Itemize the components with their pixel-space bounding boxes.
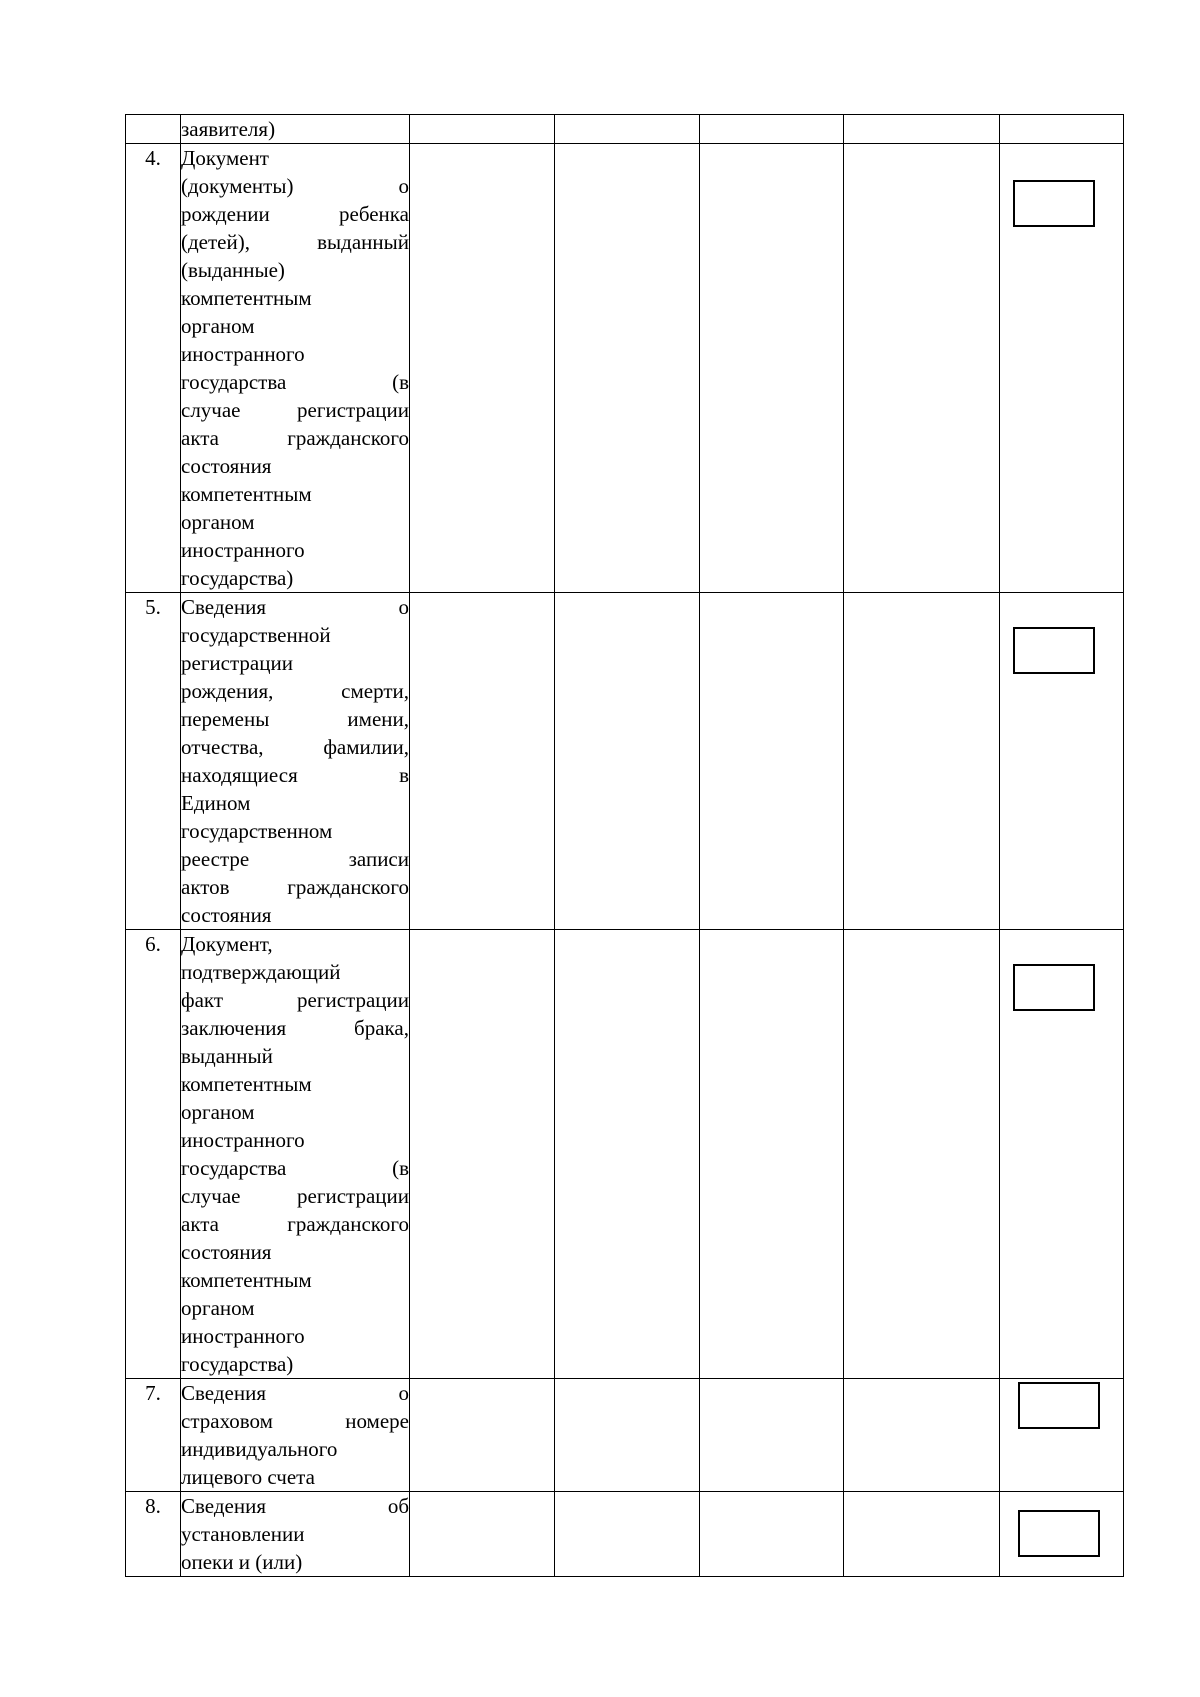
document-name-line: (выданные) — [181, 258, 285, 282]
document-name-line: Сведения о — [181, 1381, 409, 1405]
checkbox-cell — [1000, 115, 1124, 144]
empty-cell[interactable] — [700, 144, 844, 593]
empty-cell[interactable] — [700, 1492, 844, 1577]
document-name-cell — [181, 930, 410, 1379]
checkbox-square[interactable] — [1013, 964, 1095, 1011]
checkbox-square[interactable] — [1013, 180, 1095, 227]
table-body — [126, 115, 1124, 1577]
empty-cell[interactable] — [844, 144, 1000, 593]
document-name-line: заявителя) — [181, 117, 276, 141]
checkbox-cell — [1000, 930, 1124, 1379]
document-name-line: государственной — [181, 623, 331, 647]
document-name-line: государства) — [181, 566, 294, 590]
document-name-cell — [181, 144, 410, 593]
row-number — [126, 115, 181, 144]
empty-cell[interactable] — [555, 1379, 700, 1492]
document-name-line: перемены имени, — [181, 707, 409, 731]
checkbox-cell — [1000, 144, 1124, 593]
document-name-line: находящиеся в — [181, 763, 409, 787]
checkbox-cell — [1000, 1379, 1124, 1492]
document-name-line: реестре записи — [181, 847, 409, 871]
document-name-line: актов гражданского — [181, 875, 409, 899]
empty-cell[interactable] — [410, 593, 555, 930]
document-name-line: случае регистрации — [181, 398, 409, 422]
table-row — [126, 1492, 1124, 1577]
row-number: 5. — [126, 593, 181, 930]
document-name-line: случае регистрации — [181, 1184, 409, 1208]
document-name-line: государства) — [181, 1352, 294, 1376]
document-name-line: отчества, фамилии, — [181, 735, 409, 759]
document-name-line: государственном — [181, 819, 333, 843]
document-name-line: рождении ребенка — [181, 202, 409, 226]
table-row — [126, 930, 1124, 1379]
document-name-line: Едином — [181, 791, 251, 815]
table-row — [126, 115, 1124, 144]
document-name-line: Сведения о — [181, 595, 409, 619]
empty-cell[interactable] — [555, 144, 700, 593]
empty-cell[interactable] — [844, 593, 1000, 930]
empty-cell[interactable] — [844, 115, 1000, 144]
empty-cell[interactable] — [700, 115, 844, 144]
document-name-line: (документы) о — [181, 174, 409, 198]
empty-cell[interactable] — [844, 1492, 1000, 1577]
document-name-line: органом — [181, 1100, 255, 1124]
document-name-line: компетентным — [181, 1072, 312, 1096]
table-row — [126, 144, 1124, 593]
document-name-line: опеки и (или) — [181, 1550, 303, 1574]
document-name-line: Сведения об — [181, 1494, 409, 1518]
document-name-line: страховом номере — [181, 1409, 409, 1433]
document-name-line: состояния — [181, 454, 272, 478]
document-name-line: регистрации — [181, 651, 293, 675]
empty-cell[interactable] — [410, 115, 555, 144]
empty-cell[interactable] — [700, 593, 844, 930]
document-name-line: иностранного — [181, 342, 305, 366]
document-name-line: компетентным — [181, 1268, 312, 1292]
table-row — [126, 1379, 1124, 1492]
row-number: 7. — [126, 1379, 181, 1492]
checkbox-cell — [1000, 593, 1124, 930]
document-name-line: компетентным — [181, 286, 312, 310]
document-name-line: акта гражданского — [181, 1212, 409, 1236]
document-name-line: государства (в — [181, 1156, 409, 1180]
document-name-line: компетентным — [181, 482, 312, 506]
document-name-line: установлении — [181, 1522, 305, 1546]
empty-cell[interactable] — [410, 1379, 555, 1492]
document-name-line: органом — [181, 314, 255, 338]
document-name-cell — [181, 593, 410, 930]
documents-table — [125, 114, 1124, 1577]
empty-cell[interactable] — [844, 1379, 1000, 1492]
empty-cell[interactable] — [555, 593, 700, 930]
document-name-line: (детей), выданный — [181, 230, 409, 254]
empty-cell[interactable] — [555, 1492, 700, 1577]
document-name-line: факт регистрации — [181, 988, 409, 1012]
document-name-cell — [181, 1492, 410, 1577]
document-name-line: органом — [181, 510, 255, 534]
checkbox-square[interactable] — [1018, 1510, 1100, 1557]
document-name-cell — [181, 115, 410, 144]
table-row — [126, 593, 1124, 930]
empty-cell[interactable] — [410, 1492, 555, 1577]
document-name-line: состояния — [181, 903, 272, 927]
empty-cell[interactable] — [700, 930, 844, 1379]
checkbox-cell — [1000, 1492, 1124, 1577]
document-name-line: Документ — [181, 146, 269, 170]
document-name-line: заключения брака, — [181, 1016, 409, 1040]
document-name-line: индивидуального — [181, 1437, 338, 1461]
row-number: 4. — [126, 144, 181, 593]
document-name-line: выданный — [181, 1044, 273, 1068]
document-name-line: иностранного — [181, 1128, 305, 1152]
document-name-line: органом — [181, 1296, 255, 1320]
checkbox-square[interactable] — [1018, 1382, 1100, 1429]
document-name-line: рождения, смерти, — [181, 679, 409, 703]
empty-cell[interactable] — [555, 115, 700, 144]
document-name-cell — [181, 1379, 410, 1492]
document-name-line: акта гражданского — [181, 426, 409, 450]
document-name-line: иностранного — [181, 538, 305, 562]
document-name-line: Документ, — [181, 932, 273, 956]
document-name-line: подтверждающий — [181, 960, 341, 984]
document-name-line: лицевого счета — [181, 1465, 315, 1489]
empty-cell[interactable] — [555, 930, 700, 1379]
empty-cell[interactable] — [844, 930, 1000, 1379]
empty-cell[interactable] — [410, 930, 555, 1379]
checkbox-square[interactable] — [1013, 627, 1095, 674]
document-name-line: государства (в — [181, 370, 409, 394]
empty-cell[interactable] — [410, 144, 555, 593]
row-number: 6. — [126, 930, 181, 1379]
row-number: 8. — [126, 1492, 181, 1577]
empty-cell[interactable] — [700, 1379, 844, 1492]
document-name-line: состояния — [181, 1240, 272, 1264]
document-name-line: иностранного — [181, 1324, 305, 1348]
